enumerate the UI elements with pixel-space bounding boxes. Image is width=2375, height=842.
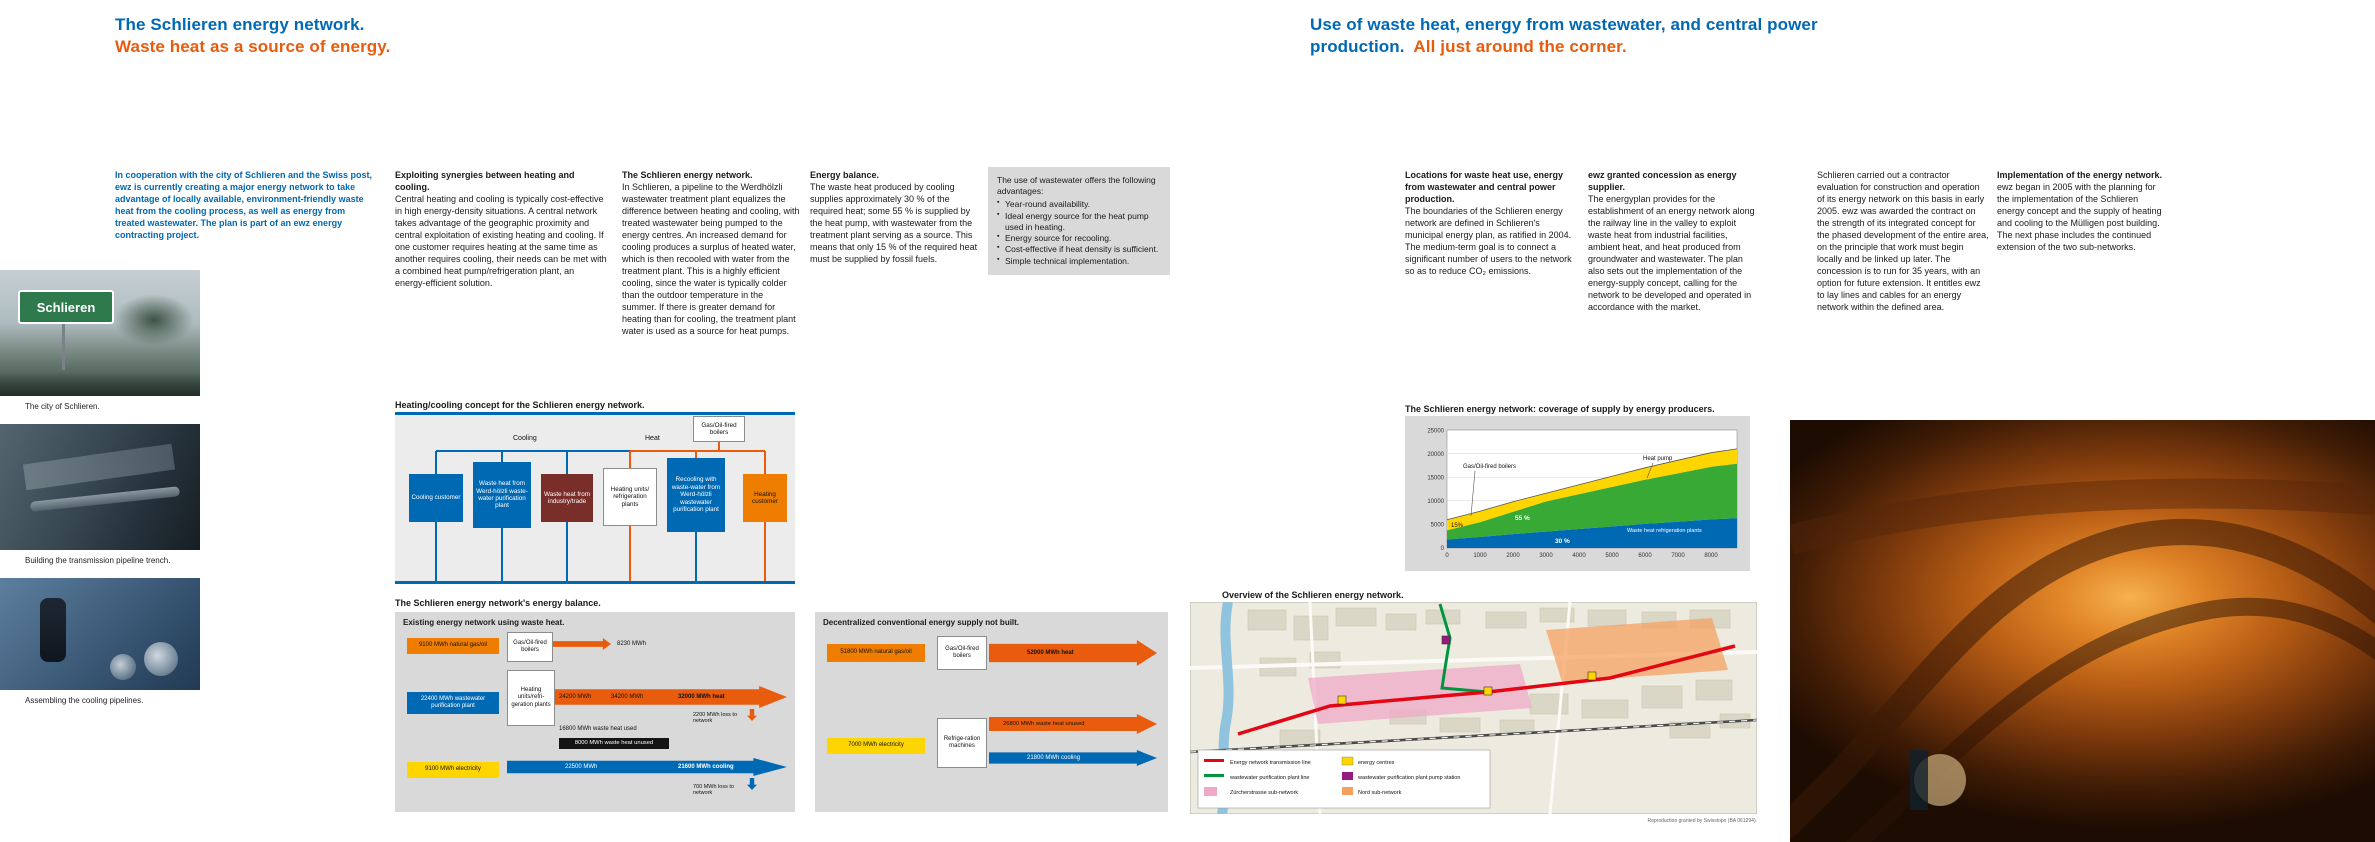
legend-zuercherstrasse: Zürcherstrasse sub-network xyxy=(1230,790,1299,796)
label-pct-heat-pump: 55 % xyxy=(1515,515,1530,522)
x-tick: 6000 xyxy=(1638,553,1652,559)
existing-heat-loss-label: 2200 MWh loss to network xyxy=(693,712,738,725)
advantages-box xyxy=(988,167,1170,275)
coverage-chart-panel xyxy=(1405,416,1750,571)
existing-cooling-loss-label: 700 MWh loss to network xyxy=(693,784,734,797)
y-tick: 5000 xyxy=(1430,522,1444,529)
energy-balance-decentralized xyxy=(815,612,1168,812)
schlieren-road-sign xyxy=(18,290,114,324)
decentralized-gas-input: 51800 MWh natural gas/oil xyxy=(827,644,925,662)
legend-transmission-line: Energy network transmission line xyxy=(1230,760,1311,766)
label-heat-pump: Heat pump xyxy=(1643,456,1673,462)
column-body: The energyplan provides for the establishment of an energy network along the railway line in the valley to exploit waste heat from industrial facilities, ambient heat, and heat produced from groundwater and wastewater. The plan also sets out the implementation of the energy-supply concept, calling for the network to be developed and operated in accordance with the market. xyxy=(1588,193,1755,312)
concept-heading: Heating/cooling concept for the Schlieren energy network. xyxy=(395,400,645,410)
legend-nord-subnetwork: Nord sub-network xyxy=(1358,790,1402,796)
x-tick: 7000 xyxy=(1671,553,1685,559)
column-energy-balance xyxy=(810,170,980,266)
existing-gas-input: 9100 MWh natural gas/oil xyxy=(407,638,499,654)
x-tick: 5000 xyxy=(1605,553,1619,559)
label-gas-oil-boilers: Gas/Oil-fired boilers xyxy=(1463,464,1517,470)
column-locations xyxy=(1405,170,1580,278)
label-waste-heat-plants: Waste heat refrigeration plants xyxy=(1627,528,1702,534)
balance-existing-title: Existing energy network using waste heat. xyxy=(403,618,565,627)
column-concession xyxy=(1588,170,1758,314)
column-body: The boundaries of the Schlieren energy network are defined in Schlieren's municipal energy plan, as ratified in 2004. The medium-term goal is to connect a significant number of users to the network so as to reduce CO₂ emissions. xyxy=(1405,205,1572,276)
decor-pipe-end-1 xyxy=(144,642,178,676)
decentralized-cooling-out-label: 21800 MWh cooling xyxy=(1027,755,1081,761)
heat-bus-label: Heat xyxy=(645,435,660,442)
map-credit: Reproduction granted by Swisstopo (BA 061294). xyxy=(1647,818,1757,824)
intro-paragraph: In cooperation with the city of Schlieren and the Swiss post, ewz is currently creating a major energy network to take advantage of locally available, environment-friendly waste heat from the cooling process, as well as energy from treated wastewater. The plan is part of an ewz energy contracting project. xyxy=(115,170,373,240)
concept-diagram xyxy=(395,412,795,584)
existing-wastewater-input: 22400 MWh wastewater purification plant xyxy=(407,692,499,714)
right-title-accent: All just around the corner. xyxy=(1413,36,1627,56)
column-body: Schlieren carried out a contractor evaluation for construction and operation of its energy network on this basis in early 2005. ewz was awarded the contract on the strength of its integrated concept for the phased development of the entire area, on the principle that work must begin locally and be linked up later. The concession is to run for 35 years, with an option for future extension. It entitles ewz to lay lines and cables for an energy network within the defined area. xyxy=(1817,170,1989,312)
advantage-item: ▪ Simple technical implementation. xyxy=(997,256,1161,267)
column-exploiting-synergies xyxy=(395,170,607,290)
existing-boiler-arrow xyxy=(553,638,611,650)
decor-worker xyxy=(40,598,66,662)
existing-cooling-loss-arrow xyxy=(747,778,757,790)
existing-waste-heat-used-label: 16800 MWh waste heat used xyxy=(559,726,637,732)
y-tick: 10000 xyxy=(1427,499,1444,505)
balance-decentralized-title: Decentralized conventional energy supply not built. xyxy=(823,618,1020,627)
column-body: Central heating and cooling is typically cost-effective in high energy-density situations. A central network takes advantage of the geographic proximity and central exploitation of existing heating and cooling. If one customer requires heating at the same time as another requires cooling, their needs can be met with a combined heat pump/refrigeration plant, an energy-efficient solution. xyxy=(395,193,607,288)
existing-electricity-input: 9100 MWh electricity xyxy=(407,762,499,778)
x-tick: 3000 xyxy=(1539,553,1553,559)
decor-trees xyxy=(114,294,194,346)
existing-heat-out-label: 32000 MWh heat xyxy=(678,694,725,700)
x-tick: 1000 xyxy=(1473,553,1487,559)
concept-box-cooling-customer: Cooling customer xyxy=(409,474,463,522)
y-tick: 25000 xyxy=(1427,428,1444,435)
coverage-chart-heading: The Schlieren energy network: coverage of supply by energy producers. xyxy=(1405,404,1715,414)
left-page-title xyxy=(115,14,535,58)
legend-energy-centres: energy centres xyxy=(1358,760,1395,766)
concept-box-boiler: Gas/Oil-fired boilers xyxy=(693,416,745,442)
advantage-item: ▪ Energy source for recooling. xyxy=(997,233,1161,244)
column-heading: Exploiting synergies between heating and cooling. xyxy=(395,170,575,192)
photo-city-of-schlieren xyxy=(0,270,200,396)
energy-balance-existing xyxy=(395,612,795,812)
concept-box-wastewater-heat: Waste heat from Werd-hölzli waste-water purification plant xyxy=(473,462,531,528)
concept-box-recooling: Recooling with waste-water from Werd-hölzli wastewater purification plant xyxy=(667,458,725,532)
photo-cooling-pipelines xyxy=(0,578,200,690)
column-body: In Schlieren, a pipeline to the Werdhölzli wastewater treatment plant equalizes the difference between heating and cooling, with treated wastewater being pumped to the energy centres. An increased demand for cooling produces a surplus of heated water, which is then recooled with water from the treatment plant. This is a highly efficient cooling, since the water is typically colder than the outdoor temperature in the summer. If there is greater demand for heating than for cooling, the treatment plant water is used as a source for heat pumps. xyxy=(622,181,800,336)
concept-box-heating-customer: Heating customer xyxy=(743,474,787,522)
existing-cooling-out-label: 21600 MWh cooling xyxy=(678,764,734,770)
existing-waste-heat-unused-box: 8000 MWh waste heat unused xyxy=(559,738,669,749)
y-tick: 20000 xyxy=(1427,452,1444,458)
column-heading: The Schlieren energy network. xyxy=(622,170,753,180)
column-energy-network xyxy=(622,170,800,338)
photo-energy-centre-interior xyxy=(1790,420,2375,842)
concept-box-heating-units: Heating units/ refrigeration plants xyxy=(603,468,657,526)
x-tick: 4000 xyxy=(1572,553,1586,559)
photo-pipeline-trench xyxy=(0,424,200,550)
decor-foreground xyxy=(0,372,200,396)
column-heading: ewz granted concession as energy supplier. xyxy=(1588,170,1737,192)
x-tick: 0 xyxy=(1445,553,1449,559)
column-implementation xyxy=(1997,170,2167,254)
existing-boiler-box: Gas/Oil-fired boilers xyxy=(507,632,553,662)
column-heading: Implementation of the energy network. xyxy=(1997,170,2163,180)
advantage-item: ▪ Ideal energy source for the heat pump used in heating. xyxy=(997,211,1161,233)
schlieren-sign-text: Schlieren xyxy=(36,299,96,315)
concept-box-industry-heat: Waste heat from industry/trade xyxy=(541,474,593,522)
right-title-main: Use of waste heat, energy from wastewater, and central power production. xyxy=(1310,15,1818,56)
coverage-chart xyxy=(1405,416,1750,571)
column-heading: Locations for waste heat use, energy from wastewater and central power production. xyxy=(1405,170,1564,204)
photo-caption-trench: Building the transmission pipeline trench. xyxy=(25,556,171,565)
column-body: ewz began in 2005 with the planning for the implementation of the Schlieren energy concept and the supply of heating and cooling to the Mülligen post building. The next phase includes the continued extension of the two sub-networks. xyxy=(1997,181,2162,252)
map-panel xyxy=(1190,602,1757,814)
photo-caption-city: The city of Schlieren. xyxy=(25,402,100,411)
legend-pump-station: wastewater purification plant pump station xyxy=(1358,775,1461,781)
left-title-main: The Schlieren energy network. xyxy=(115,15,365,34)
cooling-bus-label: Cooling xyxy=(513,435,537,442)
label-pct-waste-heat: 30 % xyxy=(1555,538,1570,545)
advantage-item: ▪ Cost-effective if heat density is sufficient. xyxy=(997,244,1161,255)
photo-caption-pipelines: Assembling the cooling pipelines. xyxy=(25,696,144,705)
advantage-item: ▪ Year-round availability. xyxy=(997,199,1161,210)
existing-cooling-arrow xyxy=(507,758,787,776)
existing-plant-box: Heating units/refri-geration plants xyxy=(507,670,555,726)
decor-trench xyxy=(23,444,175,491)
map-legend xyxy=(1198,750,1490,808)
advantages-list xyxy=(997,199,1161,266)
existing-plant-out-label: 24200 MWh xyxy=(559,694,592,700)
decentralized-waste-heat-label: 26800 MWh waste heat unused xyxy=(1003,721,1085,727)
decentralized-heat-out-label: 52000 MWh heat xyxy=(1027,650,1074,656)
balance-heading: The Schlieren energy network's energy balance. xyxy=(395,598,601,608)
right-page-title xyxy=(1310,14,1830,58)
sign-pole xyxy=(62,324,65,370)
decentralized-electricity-input: 7000 MWh electricity xyxy=(827,738,925,754)
map-pump-station xyxy=(1442,636,1450,644)
column-contractor-evaluation xyxy=(1817,170,1989,314)
decor-pipe xyxy=(30,486,180,512)
left-title-accent: Waste heat as a source of energy. xyxy=(115,36,391,56)
legend-wastewater-line: wastewater purification plant line xyxy=(1230,775,1310,781)
photo-pipe-shapes xyxy=(1790,420,2375,842)
existing-cooling-mid-label: 22500 MWh xyxy=(565,764,598,770)
column-heading: Energy balance. xyxy=(810,170,880,180)
decentralized-boiler-box: Gas/Oil-fired boilers xyxy=(937,636,987,670)
decentralized-machine-box: Refrige-ration machines xyxy=(937,718,987,768)
existing-merged-label: 34200 MWh xyxy=(611,694,644,700)
y-tick: 15000 xyxy=(1427,475,1444,482)
x-tick: 2000 xyxy=(1506,553,1520,559)
column-body: The waste heat produced by cooling supplies approximately 30 % of the required heat; some 55 % is supplied by the heat pump, with wastewater from the treatment plant serving as a source. This means that only 15 % of the required heat must be supplied by fossil fuels. xyxy=(810,181,978,264)
x-tick: 8000 xyxy=(1704,553,1718,559)
label-pct-boilers: 15% xyxy=(1451,523,1464,529)
decor-pipe-end-2 xyxy=(110,654,136,680)
map-overview xyxy=(1190,602,1757,814)
advantages-intro: The use of wastewater offers the following advantages: xyxy=(997,175,1156,197)
existing-heat-loss-arrow xyxy=(747,709,757,721)
map-heading: Overview of the Schlieren energy network. xyxy=(1222,590,1404,600)
existing-boiler-out-label: 8230 MWh xyxy=(617,641,647,647)
y-tick: 0 xyxy=(1440,546,1444,552)
